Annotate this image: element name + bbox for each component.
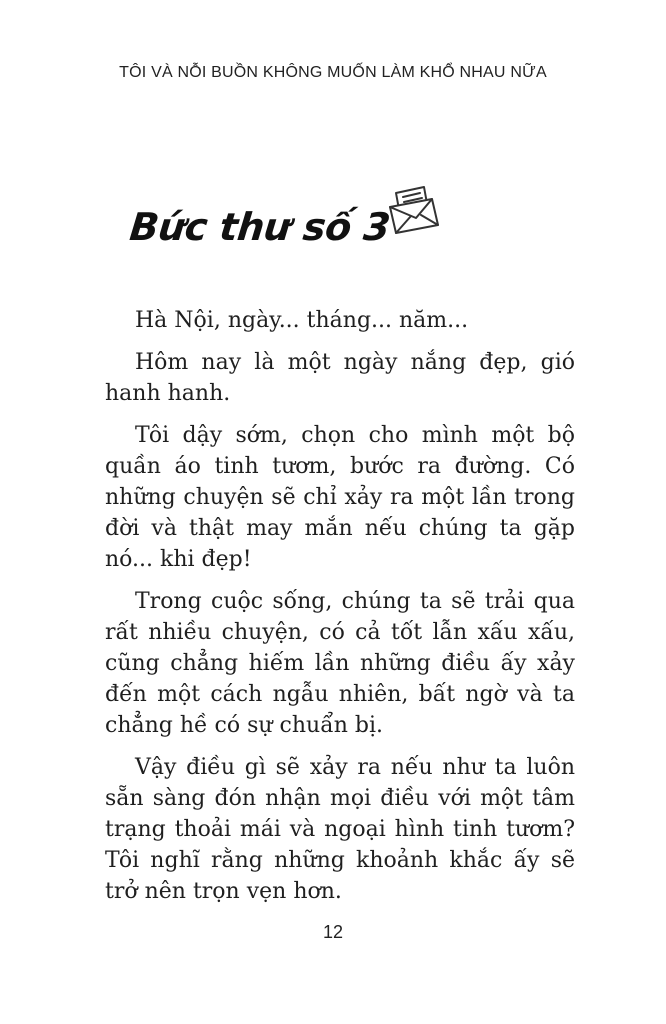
paragraph-date: Hà Nội, ngày... tháng... năm... xyxy=(135,308,469,333)
paragraph: Tôi dậy sớm, chọn cho mình một bộ quần áo tinh tươm, bước ra đường. Có những chuyện sẽ chỉ xảy ra một lần trong đời và thật may mắn nếu chúng ta gặp nó... khi đẹp! xyxy=(105,423,575,572)
chapter-title: Bức thư số 3 xyxy=(127,205,392,249)
paragraph: Trong cuộc sống, chúng ta sẽ trải qua rất nhiều chuyện, có cả tốt lẫn xấu xấu, cũng chẳng hiếm lần những điều ấy xảy đến một cách ngẫu nhiên, bất ngờ và ta chẳng hề có sự chuẩn bị. xyxy=(105,589,575,738)
letter-body xyxy=(105,305,575,918)
letter-envelope-icon xyxy=(384,185,442,237)
paragraph: Vậy điều gì sẽ xảy ra nếu như ta luôn sẵn sàng đón nhận mọi điều với một tâm trạng thoải mái và ngoại hình tinh tươm? Tôi nghĩ rằng những khoảnh khắc ấy sẽ trở nên trọn vẹn hơn. xyxy=(105,755,575,904)
page-number: 12 xyxy=(322,922,344,942)
running-header: TÔI VÀ NỖI BUỒN KHÔNG MUỐN LÀM KHỔ NHAU NỮA xyxy=(119,64,547,81)
paragraph: Hôm nay là một ngày nắng đẹp, gió hanh hanh. xyxy=(105,350,575,406)
